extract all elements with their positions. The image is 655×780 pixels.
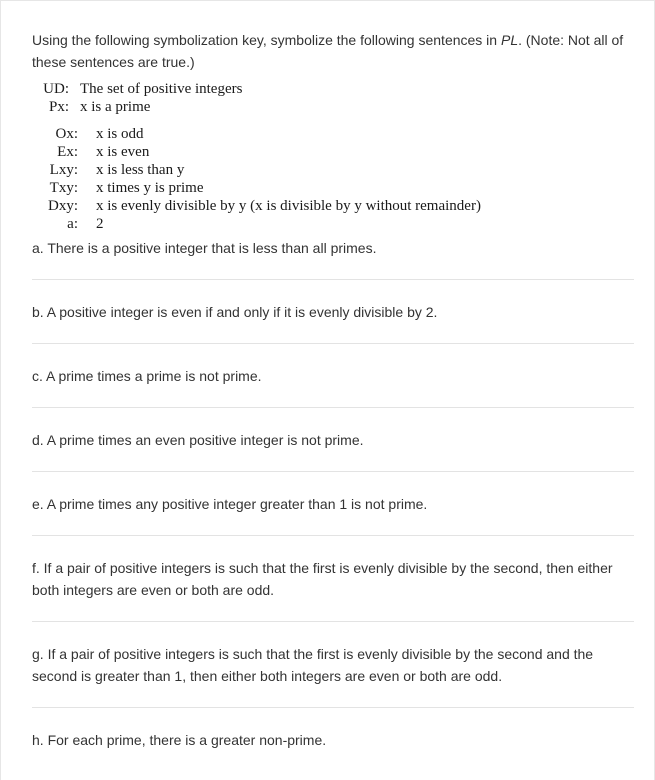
key-row (32, 125, 634, 143)
divider (32, 707, 634, 708)
question-g: g. If a pair of positive integers is such that the first is evenly divisible by the second and the second is greater than 1, then either both integers are even or both are odd. (32, 646, 594, 684)
instructions-text-start: Using the following symbolization key, symbolize the following sentences in (32, 32, 501, 48)
key-symbol: UD: (43, 81, 69, 97)
question-d: d. A prime times an even positive integer is not prime. (32, 432, 364, 448)
key-row (32, 161, 634, 179)
divider (32, 535, 634, 536)
question-content (32, 29, 634, 751)
key-meaning: x times y is prime (96, 180, 204, 196)
divider (32, 343, 634, 344)
divider (32, 407, 634, 408)
question-e: e. A prime times any positive integer greater than 1 is not prime. (32, 496, 428, 512)
symbolization-key-universe (36, 80, 634, 116)
question-c: c. A prime times a prime is not prime. (32, 368, 262, 384)
key-row (32, 197, 634, 215)
key-meaning: x is evenly divisible by y (x is divisible by y without remainder) (96, 198, 481, 214)
symbolization-key-predicates (32, 125, 634, 233)
instructions (32, 29, 634, 73)
key-row (36, 80, 634, 98)
key-symbol: Ox: (55, 126, 78, 142)
key-symbol: Txy: (49, 180, 78, 196)
key-row (36, 98, 634, 116)
key-row (32, 215, 634, 233)
divider (32, 279, 634, 280)
key-symbol: Px: (48, 99, 69, 115)
question-h: h. For each prime, there is a greater non-prime. (32, 732, 327, 748)
divider (32, 471, 634, 472)
key-symbol: a: (67, 216, 78, 232)
key-meaning: x is odd (96, 126, 144, 142)
divider (32, 621, 634, 622)
key-meaning: 2 (96, 216, 104, 232)
instructions-text-end: . (Note: Not all of these sentences are true.) (32, 32, 624, 70)
question-f: f. If a pair of positive integers is such that the first is evenly divisible by the second, then either both integers are even or both are odd. (32, 560, 613, 598)
key-symbol: Ex: (57, 144, 78, 160)
key-meaning: x is even (96, 144, 150, 160)
question-a: a. There is a positive integer that is less than all primes. (32, 240, 377, 256)
key-symbol: Lxy: (49, 162, 78, 178)
language-name: PL (500, 32, 519, 48)
key-meaning: x is less than y (96, 162, 185, 178)
key-row (32, 143, 634, 161)
key-row (32, 179, 634, 197)
key-meaning: x is a prime (80, 99, 151, 115)
question-b: b. A positive integer is even if and only if it is evenly divisible by 2. (32, 304, 438, 320)
key-symbol: Dxy: (48, 198, 78, 214)
key-meaning: The set of positive integers (80, 81, 243, 97)
